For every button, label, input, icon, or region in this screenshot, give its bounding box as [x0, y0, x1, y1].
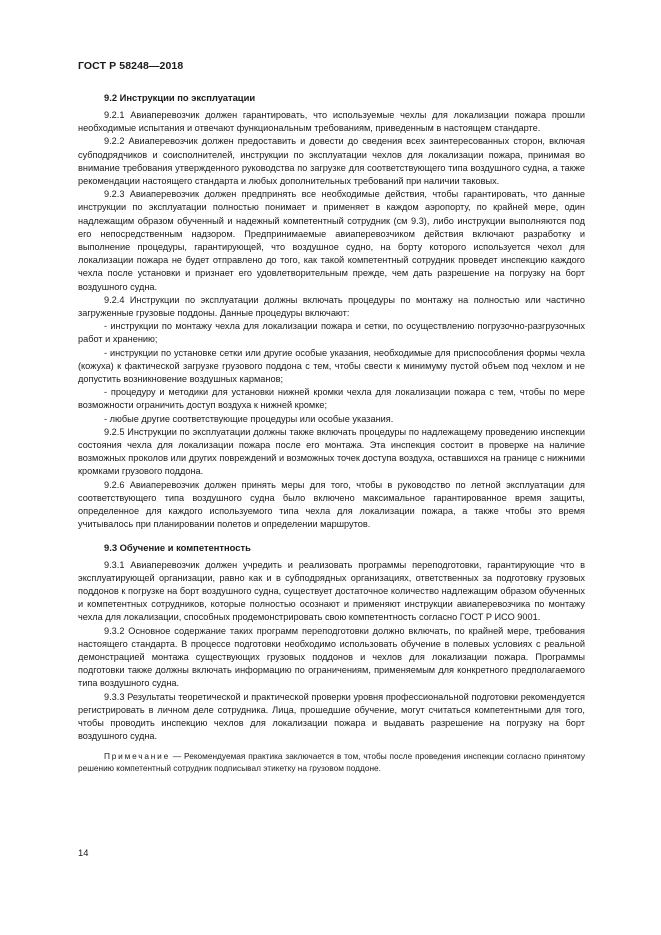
note-text: — Рекомендуемая практика заключается в том, чтобы после проведения инспекции согласно принятому решению компетентный сотрудник подписывал этикетку на грузовом поддоне. [78, 751, 585, 774]
section-title-9-3: 9.3 Обучение и компетентность [104, 541, 251, 553]
list-item: - любые другие соответствующие процедуры или особые указания. [104, 413, 394, 424]
list-item: - инструкции по монтажу чехла для локализации пожара и сетки, по осуществлению погрузочно-разгрузочных работ и хранению; [78, 321, 585, 345]
paragraph-9-2-5: 9.2.5 Инструкции по эксплуатации должны также включать процедуры по надлежащему проведению инспекции состояния чехла для локализации пожара после его монтажа. Эта инспекция состоит в проверке на наличие возможных проколов или других повреждений и возможных точек доступа воздуха, оставшихся на границе с нижними кромками грузового поддона. [78, 426, 585, 477]
paragraph-9-3-3: 9.3.3 Результаты теоретической и практической проверки уровня профессиональной подготовки рекомендуется регистрировать в личном деле сотрудника. Лица, прошедшие обучение, могут считаться компетентными для того, чтобы проводить инспекцию чехлов для локализации пожара и выдавать разрешение на погрузку на борт воздушного судна. [78, 691, 585, 742]
paragraph-9-2-3: 9.2.3 Авиаперевозчик должен предпринять все необходимые действия, чтобы гарантировать, что данные инструкции по эксплуатации полностью понимает и применяет в каждом аэропорту, по крайней мере, один надлежащим образом обученный и надежный компетентный сотрудник (см 9.3), либо инструкции выполняются под его непосредственным надзором. Предпринимаемые авиаперевозчиком действия включают разработку и выполнение процедуры, гарантирующей, что воздушное судно, на борту которого используется чехол для локализации пожара не будет отправлено до того, как такой компетентный сотрудник проведет инспекцию каждого чехла после установки и признает его удовлетворительным прежде, чем дать разрешение на погрузку на борт воздушного судна. [78, 189, 585, 292]
note [78, 750, 585, 774]
section-title-9-2: 9.2 Инструкции по эксплуатации [104, 92, 256, 103]
list-item: - процедуру и методики для установки нижней кромки чехла для локализации пожара с тем, чтобы по мере возможности ограничить доступ воздуха к нижней кромке; [78, 387, 585, 411]
paragraph-9-3-2: 9.3.2 Основное содержание таких программ переподготовки должно включать, по крайней мере, требования настоящего стандарта. В процессе подготовки необходимо использовать обучение в полевых условиях с реальной демонстрацией монтажа существующих грузовых поддонов и чехлов для локализации пожара. Программы подготовки также должны включать информацию по ограничениям, применяемым для конкретного предполагаемого типа воздушного судна. [78, 625, 585, 689]
paragraph-9-3-1: 9.3.1 Авиаперевозчик должен учредить и реализовать программы переподготовки, гарантирующие что в эксплуатирующей организации, равно как и в субподрядных организациях, ответственных за подготовку грузовых поддонов к погрузке на борт воздушного судна, существует достаточное количество надлежащим образом обученных и компетентных сотрудников, которые полностью осознают и применяют инструкции авиаперевозчика по монтажу чехла для локализации, способных продемонстрировать свою компетентность согласно ГОСТ Р ИСО 9001. [78, 559, 585, 623]
standard-header: ГОСТ Р 58248—2018 [78, 60, 184, 72]
paragraph-9-2-6: 9.2.6 Авиаперевозчик должен принять меры для того, чтобы в руководство по летной эксплуатации для соответствующего типа воздушного судна было включено максимальное гарантированное время защиты, определенное для каждого используемого типа чехла для локализации пожара, а также чтобы это время учитывалось при планировании полетов и определении маршрутов. [78, 479, 585, 530]
paragraph-9-2-4: 9.2.4 Инструкции по эксплуатации должны включать процедуры по монтажу на полностью или частично загруженные грузовые поддоны. Данные процедуры включают: [78, 294, 585, 319]
paragraph-9-2-2: 9.2.2 Авиаперевозчик должен предоставить и довести до сведения всех заинтересованных сторон, включая субподрядчиков и соисполнителей, инструкции по эксплуатации чехлов для локализации пожара, принимая во внимание требования утвержденного руководства по загрузке для соответствующего типа воздушного судна, а также рекомендации настоящего стандарта и любых дополнительных требований при наличии таковых. [78, 136, 585, 187]
page-number: 14 [78, 847, 89, 858]
paragraph-9-2-1: 9.2.1 Авиаперевозчик должен гарантировать, что используемые чехлы для локализации пожара прошли необходимые испытания и отвечают функциональным требованиям, приведенным в настоящем стандарте. [78, 110, 585, 134]
note-label: Примечание [104, 751, 171, 762]
list-item: - инструкции по установке сетки или другие особые указания, необходимые для приспособления формы чехла (кожуха) к фактической загрузке грузового поддона с тем, чтобы свести к минимуму пустой объем под чехлом и не допустить возникновение воздушных карманов; [78, 347, 585, 385]
page-content [78, 91, 585, 774]
